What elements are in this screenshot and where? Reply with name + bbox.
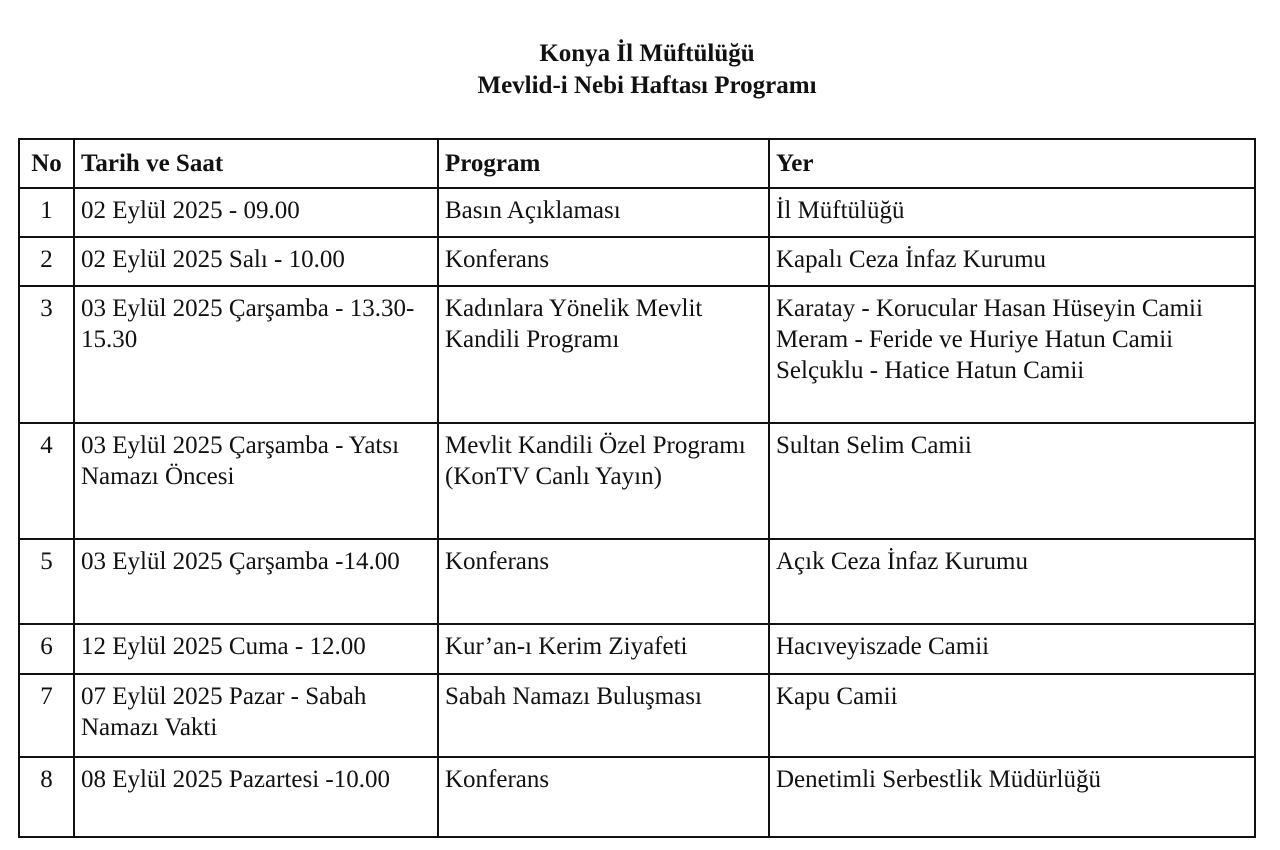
column-header-program: Program <box>438 139 769 188</box>
row-location <box>769 624 1255 674</box>
column-header-no: No <box>19 139 74 188</box>
row-date: 02 Eylül 2025 Salı - 10.00 <box>74 237 438 286</box>
title-line-2: Mevlid-i Nebi Haftası Programı <box>477 72 817 99</box>
table-row <box>19 237 1255 286</box>
row-program: Mevlit Kandili Özel Programı (KonTV Canlı Yayın) <box>438 423 769 539</box>
table-row <box>19 423 1255 539</box>
row-location <box>769 757 1255 837</box>
row-location <box>769 286 1255 423</box>
row-date: 03 Eylül 2025 Çarşamba - 13.30-15.30 <box>74 286 438 423</box>
row-number: 6 <box>19 624 74 674</box>
table-row <box>19 539 1255 624</box>
column-header-date: Tarih ve Saat <box>74 139 438 188</box>
row-date: 07 Eylül 2025 Pazar - Sabah Namazı Vakti <box>74 674 438 757</box>
row-location <box>769 539 1255 624</box>
row-number: 1 <box>19 188 74 237</box>
location-line: Kapalı Ceza İnfaz Kurumu <box>776 246 1047 273</box>
row-number: 7 <box>19 674 74 757</box>
row-location <box>769 237 1255 286</box>
row-date: 03 Eylül 2025 Çarşamba -14.00 <box>74 539 438 624</box>
row-number: 3 <box>19 286 74 423</box>
location-line: Selçuklu - Hatice Hatun Camii <box>776 357 1085 384</box>
location-line: Meram - Feride ve Huriye Hatun Camii <box>776 326 1174 353</box>
row-number: 8 <box>19 757 74 837</box>
program-table <box>18 138 1256 838</box>
location-line: Açık Ceza İnfaz Kurumu <box>776 548 1028 575</box>
row-program: Konferans <box>438 539 769 624</box>
row-program: Sabah Namazı Buluşması <box>438 674 769 757</box>
location-line: Hacıveyiszade Camii <box>776 633 990 660</box>
row-date: 03 Eylül 2025 Çarşamba - Yatsı Namazı Öncesi <box>74 423 438 539</box>
row-program: Kur’an-ı Kerim Ziyafeti <box>438 624 769 674</box>
table-row <box>19 674 1255 757</box>
table-row <box>19 624 1255 674</box>
table-row <box>19 286 1255 423</box>
row-location <box>769 674 1255 757</box>
location-line: Denetimli Serbestlik Müdürlüğü <box>776 766 1101 793</box>
row-location <box>769 423 1255 539</box>
row-number: 5 <box>19 539 74 624</box>
row-program: Kadınlara Yönelik Mevlit Kandili Programı <box>438 286 769 423</box>
row-date: 12 Eylül 2025 Cuma - 12.00 <box>74 624 438 674</box>
location-line: Karatay - Korucular Hasan Hüseyin Camii <box>776 295 1203 322</box>
table-header-row <box>19 139 1255 188</box>
row-program: Konferans <box>438 237 769 286</box>
row-location <box>769 188 1255 237</box>
title-line-1: Konya İl Müftülüğü <box>539 40 755 67</box>
row-date: 08 Eylül 2025 Pazartesi -10.00 <box>74 757 438 837</box>
column-header-location: Yer <box>769 139 1255 188</box>
location-line: İl Müftülüğü <box>776 197 905 224</box>
row-date: 02 Eylül 2025 - 09.00 <box>74 188 438 237</box>
row-number: 4 <box>19 423 74 539</box>
location-line: Sultan Selim Camii <box>776 432 972 459</box>
document-title <box>0 38 1280 102</box>
table-row <box>19 188 1255 237</box>
location-line: Kapu Camii <box>776 683 898 710</box>
row-program: Basın Açıklaması <box>438 188 769 237</box>
table-row <box>19 757 1255 837</box>
row-number: 2 <box>19 237 74 286</box>
row-program: Konferans <box>438 757 769 837</box>
